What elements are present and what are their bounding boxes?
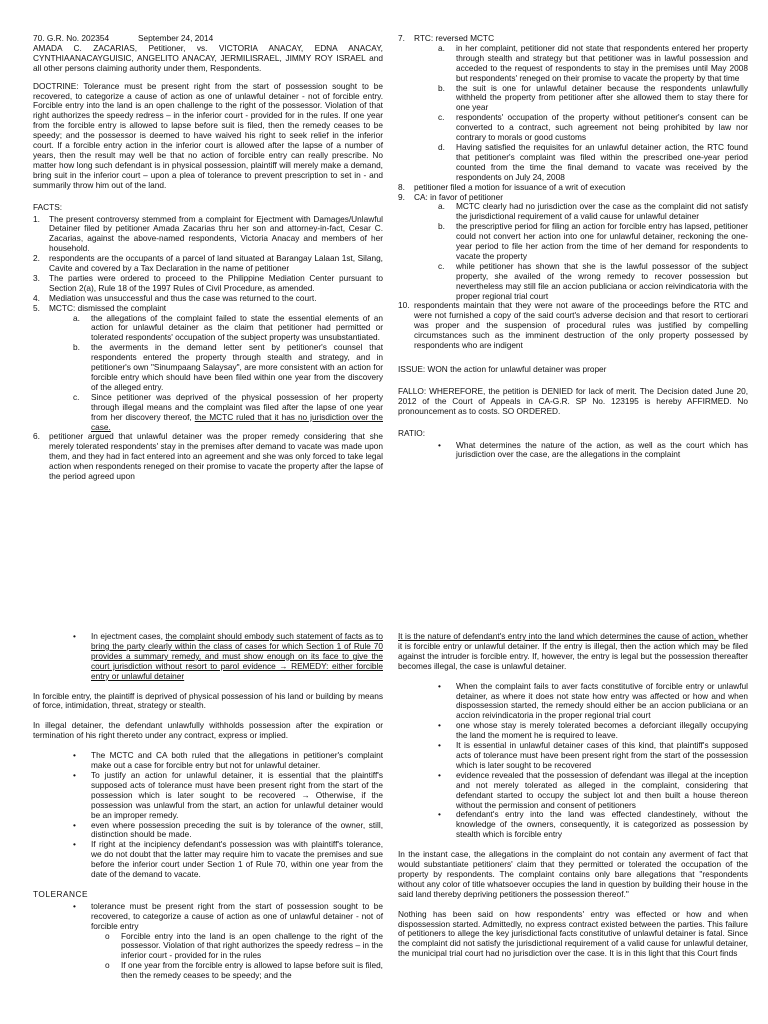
ratio-point: • even where possession preceding the suit is by tolerance of the owner, still, distinction should be made. bbox=[73, 819, 383, 840]
nature-of-entry-paragraph: It is the nature of defendant's entry into the land which determines the cause of action, whether it is forcible entry or unlawful detainer. If the entry is illegal, then the action which may be filed against the intruder is forcible entry. If, however, the entry is legal but the possession thereafter becomes illegal, the case is unlawful detainer. bbox=[398, 631, 748, 671]
fact-item: 9. CA: in favor of petitioner bbox=[398, 191, 504, 202]
forcible-entry-definition: In forcible entry, the plaintiff is deprived of physical possession of his land or building by means of force, intimidation, threat, strategy or stealth. bbox=[33, 690, 383, 711]
ratio-bullet: • What determines the nature of the action, as well as the court which has jurisdiction over the case, are the allegations in the complaint bbox=[438, 439, 748, 460]
page1-left-column bbox=[33, 34, 383, 482]
fact-item: 7. RTC: reversed MCTC bbox=[398, 33, 495, 43]
ratio-point: • It is essential in unlawful detainer cases of this kind, that plaintiff's supposed acts of tolerance must have been present right from the start of the possession which is later sought to be recovered bbox=[438, 740, 748, 770]
rtc-subitem: d. Having satisfied the requisites for an unlawful detainer action, the RTC found that petitioner's complaint was filed within the prescribed one-year period counted from the time the final demand to vacate was received by the respondents on July 24, 2008 bbox=[438, 141, 748, 182]
issue-paragraph: ISSUE: WON the action for unlawful detainer was proper bbox=[398, 364, 607, 374]
fact-item: 3. The parties were ordered to proceed to the Philippine Mediation Center pursuant to Section 2(a), Rule 18 of the 1997 Rules of Civil Procedure, as amended. bbox=[33, 272, 383, 293]
rtc-subitem: b. the suit is one for unlawful detainer because the respondents unlawfully withheld the property from petitioner after she allowed them to stay there for one year bbox=[438, 82, 748, 113]
page-gap bbox=[0, 560, 768, 600]
mctc-subitem: b. the averments in the demand letter sent by petitioner's counsel that respondents entered the property through stealth and strategy, and in petitioner's own "Sinumpaang Salaysay", are more consistent with an action for forcible entry which should have been filed within one year from the discovery of the alleged entry. bbox=[73, 342, 383, 392]
ratio-point: • one whose stay is merely tolerated becomes a deforciant illegally occupying the land the moment he is required to leave. bbox=[438, 720, 748, 741]
document-page-2 bbox=[0, 600, 768, 1024]
page1-right-column bbox=[398, 34, 748, 460]
fact-item: 4. Mediation was unsuccessful and thus the case was returned to the court. bbox=[33, 292, 317, 303]
ratio-point: • The MCTC and CA both ruled that the allegations in petitioner's complaint make out a case for forcible entry but not for unlawful detainer. bbox=[73, 750, 383, 771]
fact-item: 10. respondents maintain that they were not aware of the proceedings before the RTC and were not furnished a copy of the said court's adverse decision and that resort to certiorari was proper and the suspension of procedural rules was justified by compelling circumstances such as the imminent destruction of the only property possessed by respondents who are indigent bbox=[398, 300, 748, 351]
tolerance-heading: TOLERANCE bbox=[33, 888, 89, 899]
mctc-subitem: a. the allegations of the complaint failed to state the essential elements of an action for unlawful detainer as the claim that petitioner had permitted or tolerated respondents' occupation of the subject property was unsubstantiated. bbox=[73, 312, 383, 343]
fact-item: 2. respondents are the occupants of a parcel of land situated at Barangay Lalaan 1st, Silang, Cavite and covered by a Tax Declaration in the name of petitioner bbox=[33, 253, 383, 274]
case-parties: AMADA C. ZACARIAS, Petitioner, vs. VICTORIA ANACAY, EDNA ANACAY, CYNTHIAANACAYGUISIC, ANGELITO ANACAY, JERMILISRAEL, JIMMY ROY ISRAEL and all other persons claiming authority under them, Respondents. bbox=[33, 42, 383, 73]
case-number: 70. G.R. No. 202354 bbox=[33, 33, 110, 43]
illegal-detainer-definition: In illegal detainer, the defendant unlawfully withholds possession after the expiration or termination of his right thereto under any contract, express or implied. bbox=[33, 720, 383, 741]
ratio-point: • When the complaint fails to aver facts constitutive of forcible entry or unlawful detainer, as where it does not state how entry was affected or how and when dispossession started, the remedy should either be an accion publiciana or an accion reivindicatoria in the proper regional trial court bbox=[438, 680, 748, 721]
fallo-paragraph: FALLO: WHEREFORE, the petition is DENIED for lack of merit. The Decision dated June 20, 2012 of the Court of Appeals in CA-G.R. SP No. 123195 is hereby AFFIRMED. No pronouncement as to costs. SO ORDERED. bbox=[398, 385, 748, 416]
fact-item: 8. petitioner filed a motion for issuance of a writ of execution bbox=[398, 181, 626, 192]
facts-heading: FACTS: bbox=[33, 201, 63, 212]
ejectment-bullet: • In ejectment cases, the complaint should embody such statement of facts as to bring the party clearly within the class of cases for which Section 1 of Rule 70 provides a summary remedy, and must show enough on its face to give the court jurisdiction without resort to parol evidence → REMEDY: either forcible entry or unlawful detainer bbox=[73, 631, 383, 681]
ratio-point: • evidence revealed that the possession of defendant was illegal at the inception and not merely tolerated as alleged in the complaint, considering that defendant started to occupy the subject lot and then built a house thereon without the permission and consent of petitioners bbox=[438, 769, 748, 810]
ratio-point: • If right at the incipiency defendant's possession was with plaintiff's tolerance, we do not doubt that the latter may require him to vacate the premises and sue before the inferior court under Section 1 of Rule 70, within one year from the date of the demand to vacate. bbox=[73, 839, 383, 880]
ca-subitem: c. while petitioner has shown that she is the lawful possessor of the subject property, she availed of the wrong remedy to recover possession but nevertheless may still file an accion publiciana or accion reivindicatoria with the proper regional trial court bbox=[438, 260, 748, 301]
case-date: September 24, 2014 bbox=[138, 33, 214, 43]
rtc-subitem: c. respondents' occupation of the property without petitioner's consent can be converted to a contract, such agreement not being prohibited by law nor contrary to morals or good customs bbox=[438, 112, 748, 143]
page2-right-column bbox=[398, 632, 748, 967]
tolerance-bullet: • tolerance must be present right from the start of possession sought to be recovered, to categorize a cause of action as one of unlawful detainer - not of forcible entry bbox=[73, 900, 383, 931]
nothing-said-paragraph: Nothing has been said on how respondents' entry was effected or how and when dispossession started. Admittedly, no express contract existed between the parties. This failure of petitioners to allege the key jurisdictional facts constitutive of unlawful detainer is fatal. Since the complaint did not satisfy the jurisdictional requirement of a valid cause for unlawful detainer, the municipal trial court had no jurisdiction over the case. It is in this light that this Court finds bbox=[398, 908, 748, 959]
tolerance-subpoint: o Forcible entry into the land is an open challenge to the right of the possessor. Violation of that right authorizes the speedy redress – in the inferior court - provided for in the rules bbox=[105, 930, 383, 961]
ca-subitem: a. MCTC clearly had no jurisdiction over the case as the complaint did not satisfy the jurisdictional requirement of a valid cause for unlawful detainer bbox=[438, 201, 748, 222]
tolerance-subpoint: o If one year from the forcible entry is allowed to lapse before suit is filed, then the remedy ceases to be speedy; and the bbox=[105, 960, 383, 981]
ratio-point: • defendant's entry into the land was effected clandestinely, without the knowledge of the owners, consequently, it is categorized as possession by stealth which is forcible entry bbox=[438, 809, 748, 840]
fact-item: 5. MCTC: dismissed the complaint bbox=[33, 302, 167, 313]
doctrine-paragraph: DOCTRINE: Tolerance must be present right from the start of possession sought to be recovered, to categorize a cause of action as one of unlawful detainer - not of forcible entry. Forcible entry into the land is an open challenge to the right of the possessor. Violation of that right authorizes the speedy redress – in the inferior court - provided for in the rules. If one year from the forcible entry is allowed to lapse before suit is filed, then the remedy ceases to be speedy; and the possessor is deemed to have waived his right to seek relief in the inferior court. If a forcible entry action in the inferior court is allowed after the lapse of a number of years, then the result may well be that no action of forcible entry can really prescribe. No matter how long such defendant is in physical possession, plaintiff will merely make a demand, bring suit in the inferior court – upon a plea of tolerance to prevent prescription to set in - and summarily throw him out of the land. bbox=[33, 80, 383, 190]
ratio-point: • To justify an action for unlawful detainer, it is essential that the plaintiff's supposed acts of tolerance must have been present right from the start of the possession which is later sought to be recovered → Otherwise, if the possession was unlawful from the start, an action for unlawful detainer would be an improper remedy. bbox=[73, 769, 383, 820]
mctc-subitem: c. Since petitioner was deprived of the physical possession of her property through illegal means and the complaint was filed after the lapse of one year from her discovery thereof, the MCTC ruled that it has no jurisdiction over the case. bbox=[73, 391, 383, 432]
fact-item: 6. petitioner argued that unlawful detainer was the proper remedy considering that she merely tolerated respondents' stay in the premises after demand to vacate was made upon them, and they had in fact entered into an agreement and she was only forced to take legal action when respondents reneged on their promise to vacate the property after the lapse of the period agreed upon bbox=[33, 431, 383, 482]
ca-subitem: b. the prescriptive period for filing an action for forcible entry has lapsed, petitioner could not convert her action into one for unlawful detainer, reckoning the one-year period to file her action from the time of her demand for respondents to vacate the property bbox=[438, 221, 748, 261]
ratio-heading: RATIO: bbox=[398, 427, 426, 438]
instant-case-paragraph: In the instant case, the allegations in the complaint do not contain any averment of fact that would substantiate petitioners' claim that they permitted or tolerated the occupation of the property by respondents. The complaint contains only bare allegations that "respondents without any color of title whatsoever occupies the land in question by building their house in the said land thereby depriving petitioners the possession thereof." bbox=[398, 849, 748, 899]
page2-left-column bbox=[33, 632, 383, 981]
rtc-subitem: a. in her complaint, petitioner did not state that respondents entered her property through stealth and strategy but that petitioner was in lawful possession and acceded to the request of respondents to stay in the premises until May 2008 but respondents' reneged on their promise to vacate the property by that time bbox=[438, 42, 748, 83]
fact-item: 1. The present controversy stemmed from a complaint for Ejectment with Damages/Unlawful Detainer filed by petitioner Amada Zacarias thru her son and attorney-in-fact, Cesar C. Zacarias, against the above-named respondents, Victoria Anacay and members of her household. bbox=[33, 213, 383, 254]
